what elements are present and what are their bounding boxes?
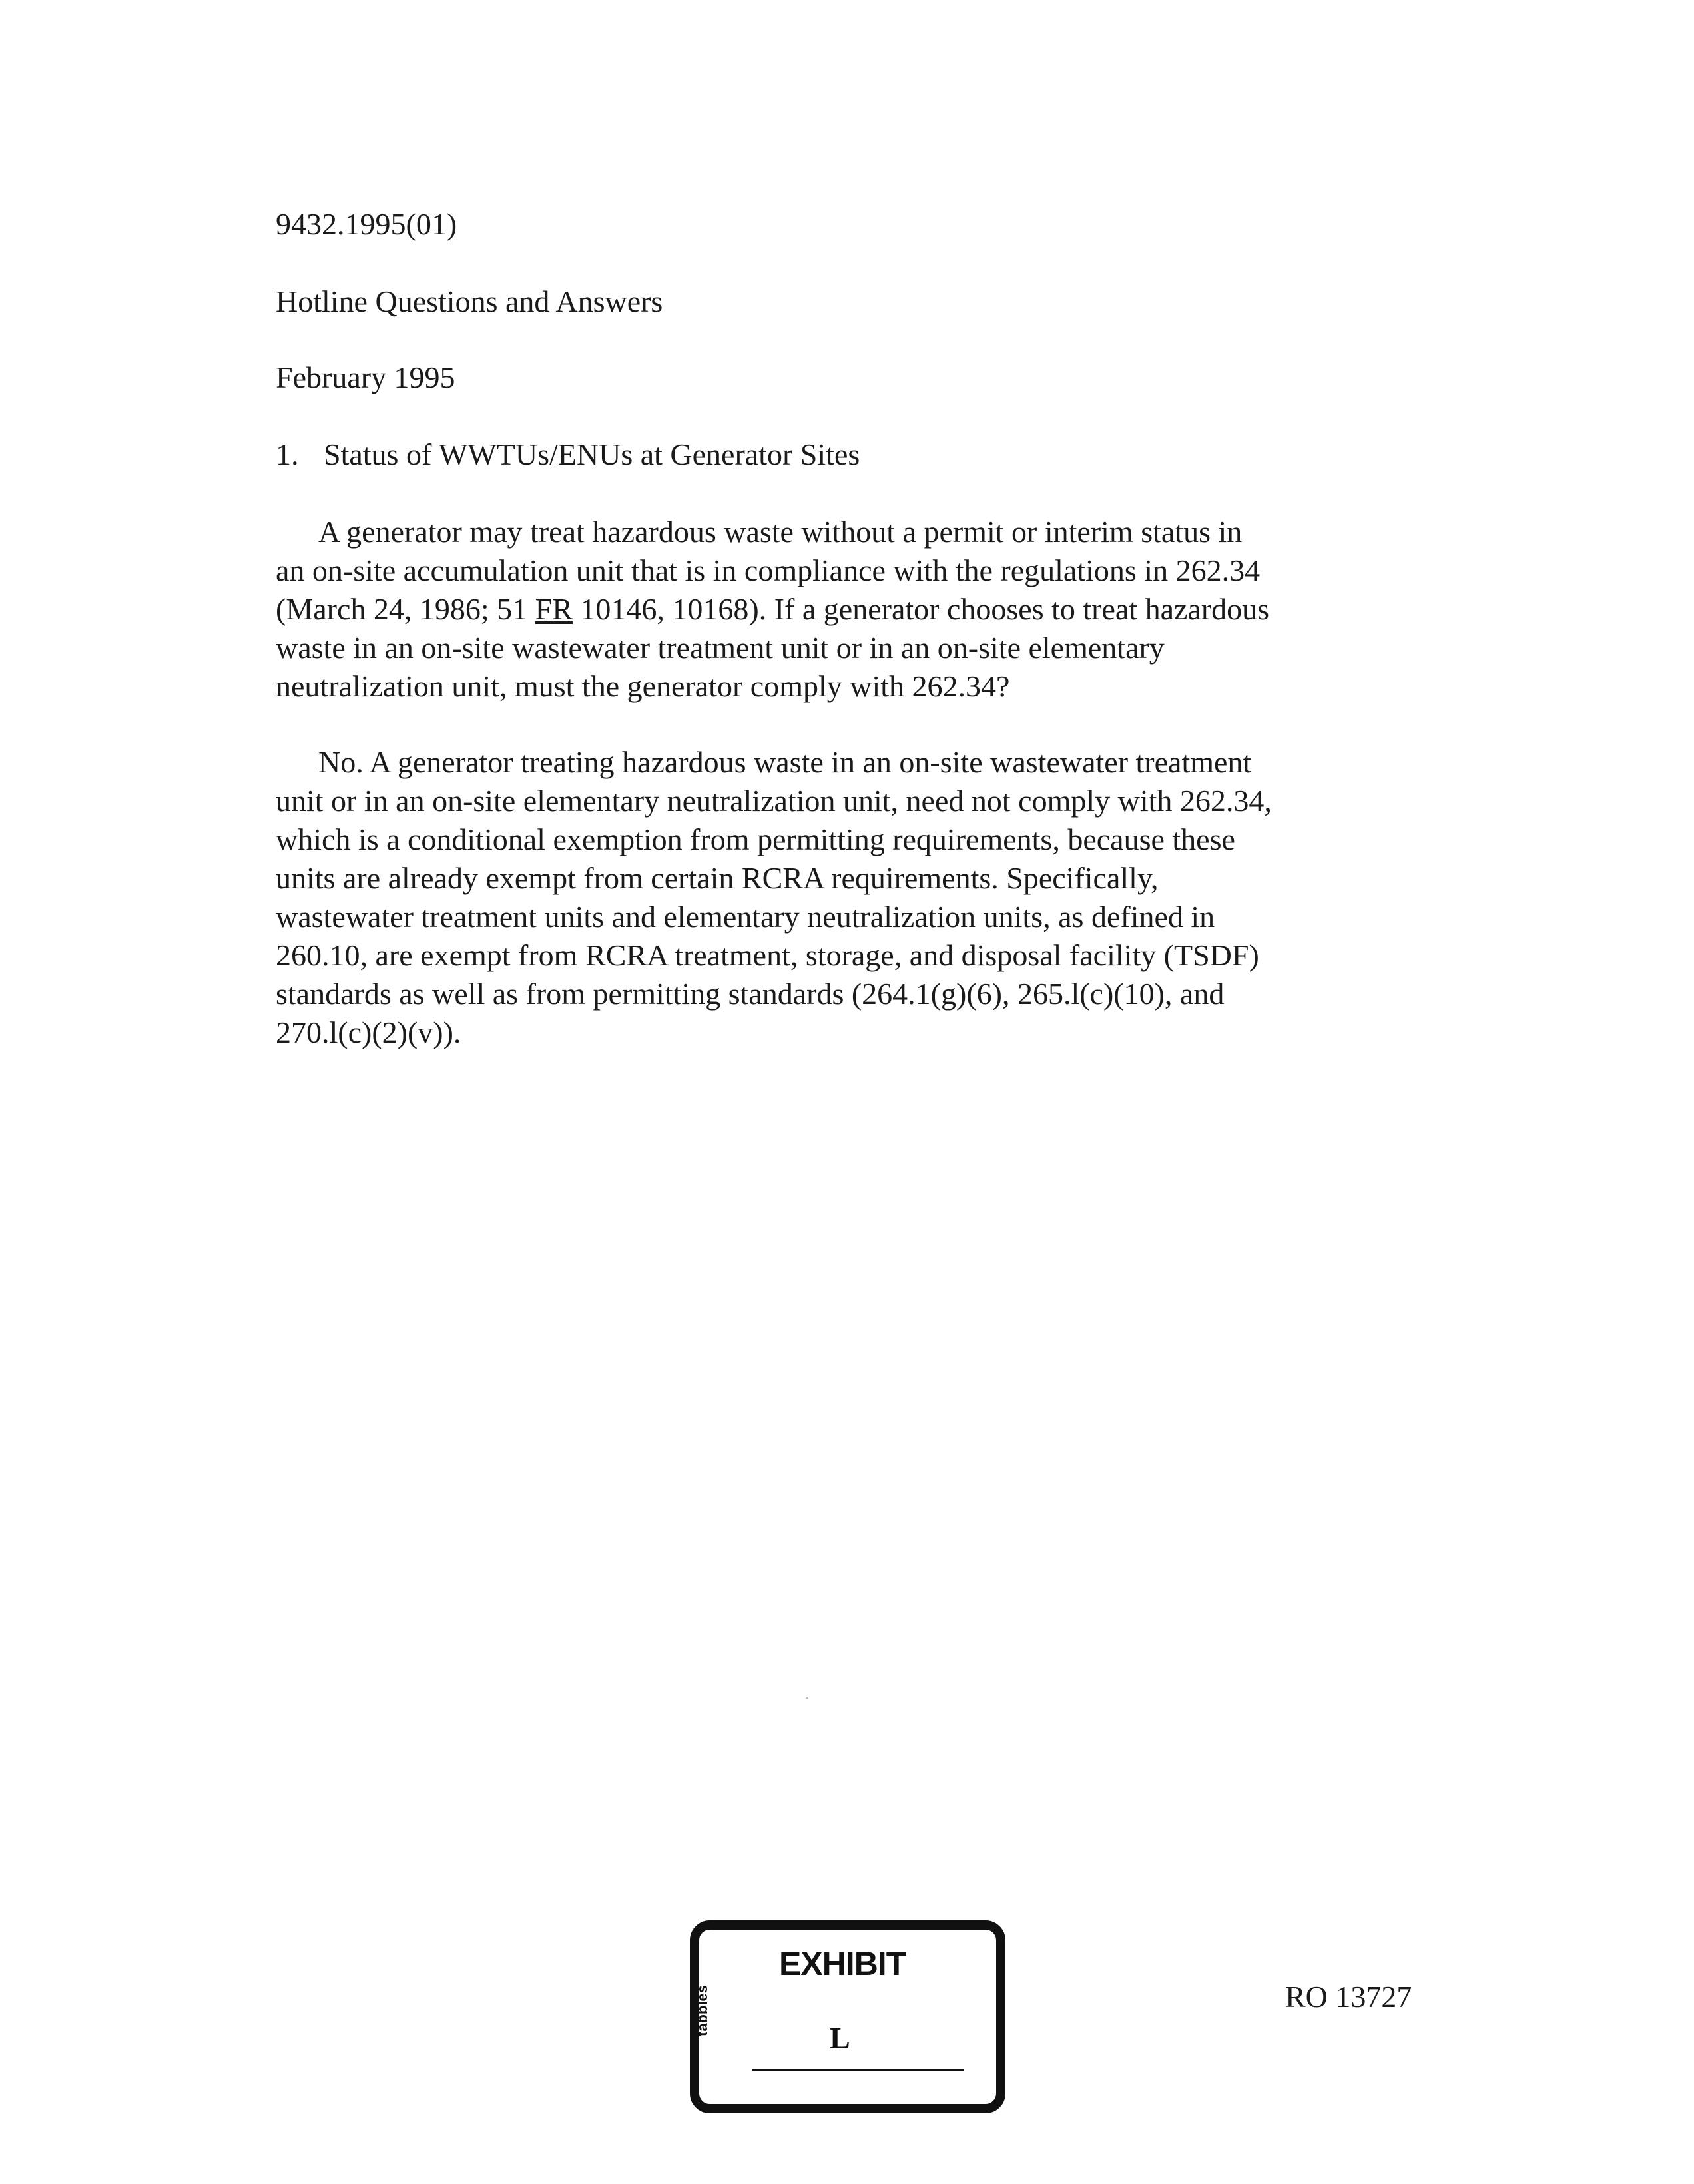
exhibit-letter: L: [830, 2021, 850, 2055]
exhibit-underline: [752, 2069, 964, 2071]
question-line: A generator may treat hazardous waste without a permit or interim status in: [318, 515, 1243, 549]
question-line-part: 10146, 10168). If a generator chooses to treat hazardous: [572, 592, 1270, 626]
answer-line: 270.l(c)(2)(v)).: [276, 1015, 461, 1049]
exhibit-sticker: [690, 1920, 1005, 2113]
answer-paragraph: [276, 743, 1421, 1052]
answer-line: 260.10, are exempt from RCRA treatment, storage, and disposal facility (TSDF): [276, 938, 1259, 972]
document-date: February 1995: [276, 360, 455, 394]
answer-line: wastewater treatment units and elementary neutralization units, as defined in: [276, 900, 1215, 934]
question-line: waste in an on-site wastewater treatment unit or in an on-site elementary: [276, 631, 1165, 665]
question-line: neutralization unit, must the generator comply with 262.34?: [276, 669, 1010, 703]
document-id: 9432.1995(01): [276, 207, 457, 241]
answer-line: No. A generator treating hazardous waste in an on-site wastewater treatment: [318, 745, 1252, 779]
question-line: [276, 590, 1421, 629]
section-heading-text: Status of WWTUs/ENUs at Generator Sites: [324, 437, 860, 471]
reference-number: RO 13727: [1285, 1980, 1412, 2014]
document-title: Hotline Questions and Answers: [276, 284, 663, 318]
question-paragraph: [276, 513, 1421, 706]
section-heading: [276, 435, 860, 474]
answer-line: unit or in an on-site elementary neutralization unit, need not comply with 262.34,: [276, 784, 1272, 818]
scan-speck: [806, 1697, 808, 1699]
federal-register-abbrev: FR: [535, 592, 573, 626]
exhibit-title: EXHIBIT: [779, 1945, 906, 1982]
exhibit-brand-logo: tabbles: [694, 1984, 710, 2036]
answer-line: units are already exempt from certain RCRA requirements. Specifically,: [276, 861, 1159, 895]
answer-line: standards as well as from permitting standards (264.1(g)(6), 265.l(c)(10), and: [276, 977, 1225, 1011]
question-line-part: (March 24, 1986; 51: [276, 592, 535, 626]
section-number: 1.: [276, 437, 299, 471]
answer-line: which is a conditional exemption from permitting requirements, because these: [276, 822, 1235, 856]
question-line: an on-site accumulation unit that is in compliance with the regulations in 262.34: [276, 553, 1261, 587]
